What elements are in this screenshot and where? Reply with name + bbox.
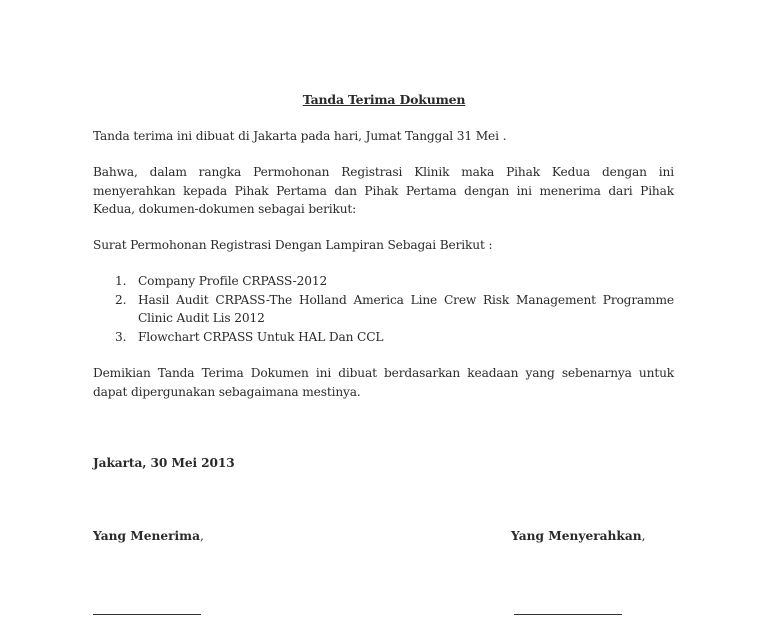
receiver-signature-label bbox=[93, 529, 204, 543]
list-item-number: 1. bbox=[115, 274, 127, 288]
list-item bbox=[93, 291, 674, 328]
giver-signature-line bbox=[514, 614, 622, 615]
receiver-signature-line bbox=[93, 614, 201, 615]
statement-paragraph: Bahwa, dalam rangka Permohonan Registrasi Klinik maka Pihak Kedua dengan ini menyerahkan kepada Pihak Pertama dan Pihak Pertama dengan ini menerima dari Pihak Kedua, dokumen-dokumen sebagai berikut: bbox=[93, 165, 674, 216]
list-item-number: 3. bbox=[115, 329, 127, 344]
attachment-list bbox=[93, 272, 674, 346]
closing-paragraph: Demikian Tanda Terima Dokumen ini dibuat berdasarkan keadaan yang sebenarnya untuk dapat dipergunakan sebagaimana mestinya. bbox=[93, 366, 674, 399]
list-heading: Surat Permohonan Registrasi Dengan Lampiran Sebagai Berikut : bbox=[93, 238, 493, 252]
giver-comma: , bbox=[641, 529, 646, 543]
list-item-number: 2. bbox=[115, 292, 127, 307]
giver-signature-label bbox=[511, 529, 645, 543]
receiver-label: Yang Menerima bbox=[93, 529, 200, 543]
giver-label: Yang Menyerahkan bbox=[511, 529, 642, 543]
list-item-text: Company Profile CRPASS-2012 bbox=[138, 274, 328, 288]
list-item bbox=[93, 272, 674, 291]
intro-paragraph: Tanda terima ini dibuat di Jakarta pada hari, Jumat Tanggal 31 Mei . bbox=[93, 129, 507, 143]
list-item bbox=[93, 328, 674, 347]
document-title: Tanda Terima Dokumen bbox=[302, 92, 466, 107]
receiver-comma: , bbox=[199, 529, 204, 543]
place-date: Jakarta, 30 Mei 2013 bbox=[93, 456, 235, 470]
list-item-text: Hasil Audit CRPASS-The Holland America Line Crew Risk Management Programme Clinic Audit Lis 2012 bbox=[138, 292, 674, 325]
list-item-text: Flowchart CRPASS Untuk HAL Dan CCL bbox=[138, 329, 384, 344]
